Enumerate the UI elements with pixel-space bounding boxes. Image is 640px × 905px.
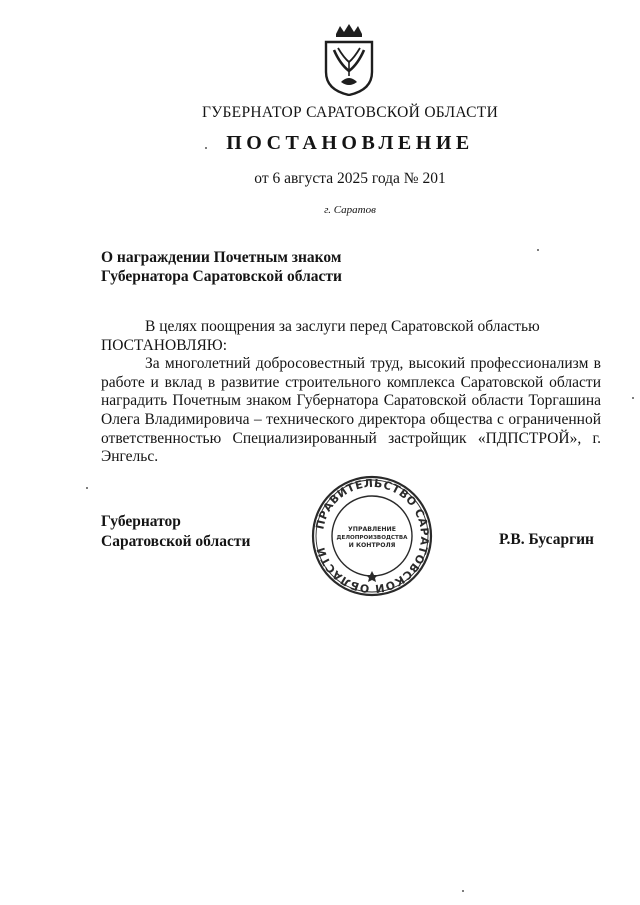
document-subject [101, 248, 401, 286]
signer-name: Р.В. Бусаргин [499, 531, 594, 548]
preamble-paragraph: В целях поощрения за заслуги перед Саратовской областью [145, 318, 540, 335]
signer-title [101, 512, 250, 552]
decree-word: ПОСТАНОВЛЯЮ: [101, 336, 228, 354]
signer-title-line-1: Губернатор [101, 513, 181, 530]
document-date-number: от 6 августа 2025 года № 201 [254, 170, 446, 187]
scan-speck [537, 249, 539, 251]
subject-line-1: О награждении Почетным знаком [101, 249, 342, 266]
resolution-paragraph: За многолетний добросовестный труд, высокий профессионализм в работе и вклад в развитие строительного комплекса Саратовской области наградить Почетным знаком Губернатора Саратовской области Торгашина Олега Владимировича – технического директора общества с ограниченной ответственностью Специализированный застройщик «ПДПСТРОЙ», г. Энгельс. [101, 355, 601, 466]
seal-inner-line-2: ДЕЛОПРОИЗВОДСТВА [336, 535, 408, 541]
document-type-title: ПОСТАНОВЛЕНИЕ [226, 132, 474, 154]
document-body [101, 318, 601, 467]
scan-speck [86, 487, 88, 489]
seal-outer-text: ПРАВИТЕЛЬСТВО САРАТОВСКОЙ ОБЛАСТИ [313, 476, 432, 596]
signer-title-line-2: Саратовской области [101, 533, 251, 550]
scan-speck [632, 397, 634, 399]
organization-title: ГУБЕРНАТОР САРАТОВСКОЙ ОБЛАСТИ [201, 104, 499, 121]
official-seal [311, 475, 433, 597]
coat-of-arms-icon [322, 24, 376, 96]
subject-line-2: Губернатора Саратовской области [101, 268, 342, 285]
scan-speck [205, 147, 207, 149]
document-city: г. Саратов [324, 204, 376, 216]
seal-inner-line-1: УПРАВЛЕНИЕ [348, 526, 396, 533]
scan-speck [462, 890, 464, 892]
seal-star-icon [366, 571, 378, 582]
seal-inner-line-3: И КОНТРОЛЯ [348, 542, 396, 549]
